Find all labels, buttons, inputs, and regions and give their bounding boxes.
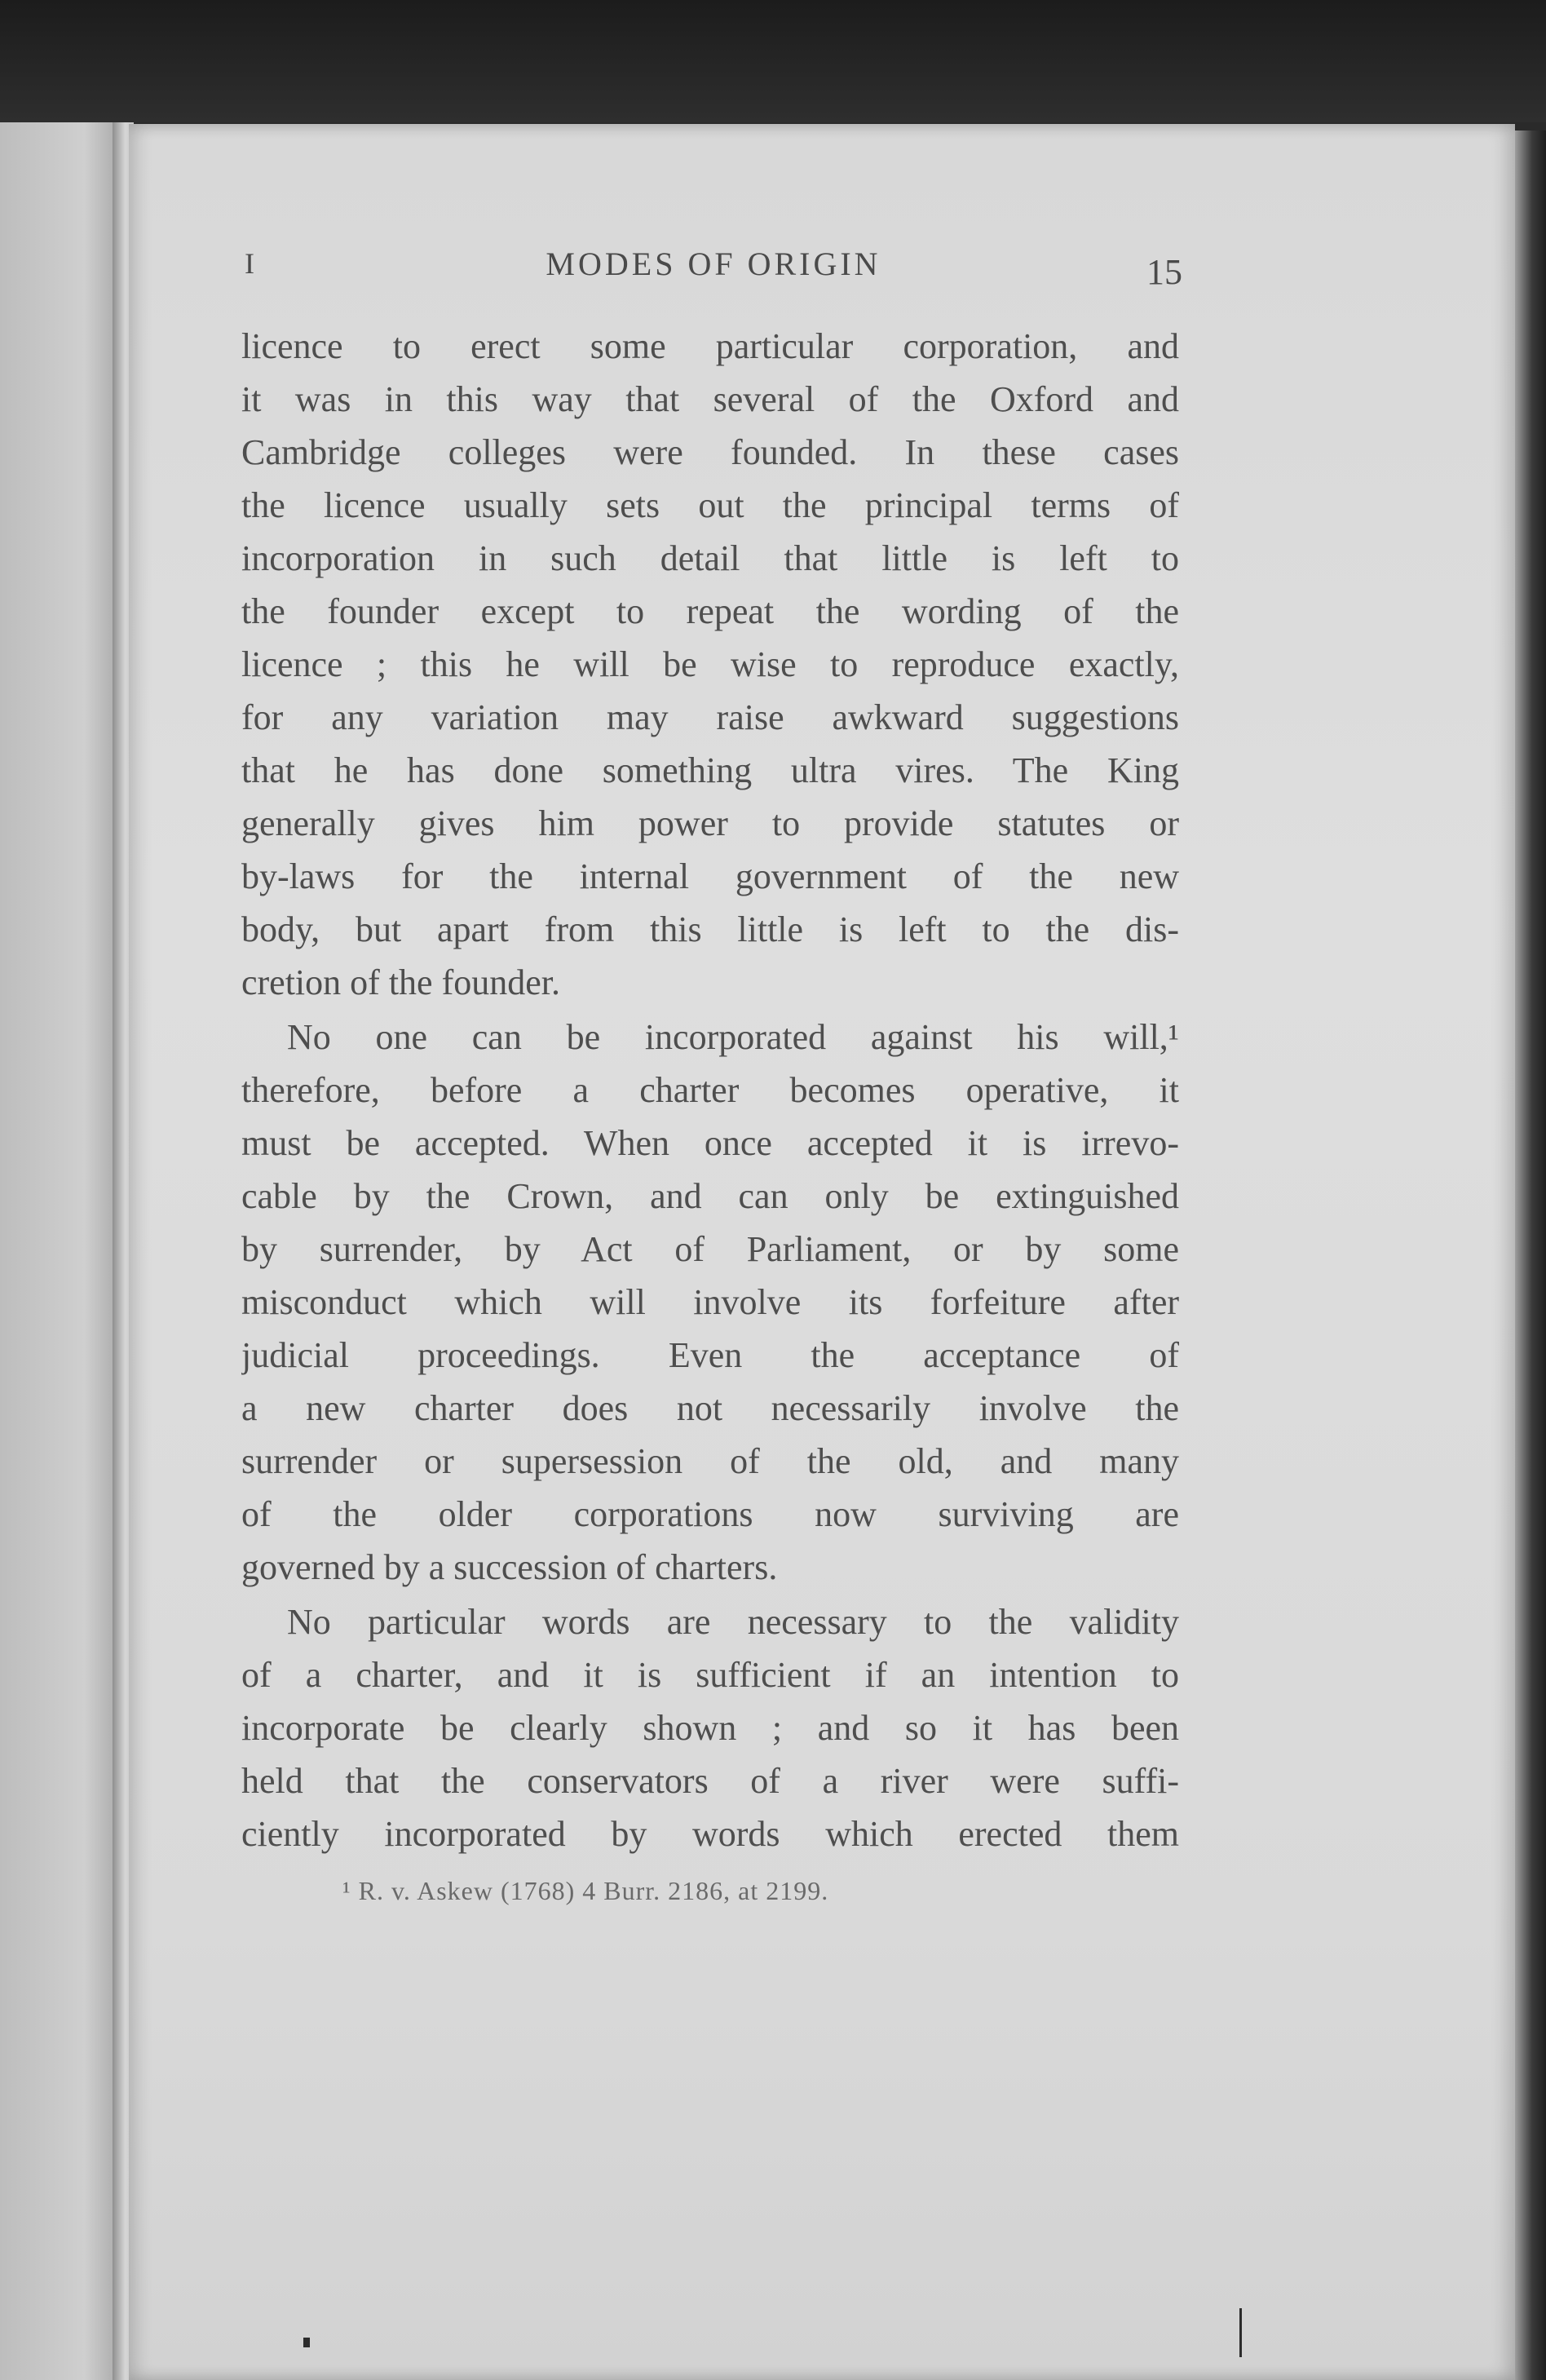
text-line: of the older corporations now surviving are bbox=[241, 1494, 1179, 1534]
text-line: by-laws for the internal government of the new bbox=[241, 856, 1179, 896]
facing-page-edge bbox=[0, 122, 121, 2380]
text-line: incorporate be clearly shown ; and so it has been bbox=[241, 1708, 1179, 1748]
footnote: ¹ R. v. Askew (1768) 4 Burr. 2186, at 2199. bbox=[342, 1876, 829, 1905]
text-line: cretion of the founder. bbox=[241, 962, 560, 1002]
text-line: generally gives him power to provide statutes or bbox=[241, 803, 1179, 843]
text-line: Cambridge colleges were founded. In these cases bbox=[241, 432, 1179, 472]
scan-speck bbox=[1239, 2308, 1242, 2357]
running-title: MODES OF ORIGIN bbox=[546, 246, 881, 282]
text-line: a new charter does not necessarily involve the bbox=[241, 1388, 1179, 1428]
text-line: surrender or supersession of the old, and many bbox=[241, 1441, 1179, 1481]
text-line: judicial proceedings. Even the acceptance of bbox=[241, 1335, 1179, 1375]
text-line: that he has done something ultra vires. The King bbox=[241, 750, 1179, 790]
text-line: governed by a succession of charters. bbox=[241, 1547, 778, 1587]
text-line: the founder except to repeat the wording of the bbox=[241, 591, 1179, 631]
text-line: cable by the Crown, and can only be extinguished bbox=[241, 1176, 1179, 1216]
text-line: licence to erect some particular corporation, and bbox=[241, 326, 1179, 366]
text-line: misconduct which will involve its forfeiture after bbox=[241, 1282, 1179, 1322]
body-text bbox=[241, 320, 1179, 1860]
text-line: must be accepted. When once accepted it is irrevo- bbox=[241, 1123, 1179, 1163]
text-line: therefore, before a charter becomes operative, it bbox=[241, 1070, 1179, 1110]
page-number: 15 bbox=[1146, 252, 1182, 292]
scan-background-top bbox=[0, 0, 1546, 122]
text-line: licence ; this he will be wise to reproduce exactly, bbox=[241, 644, 1179, 684]
text-line: body, but apart from this little is left to the dis- bbox=[241, 909, 1179, 949]
text-line: the licence usually sets out the principal terms of bbox=[241, 485, 1179, 525]
paragraph-start: No particular words are necessary to the validity bbox=[287, 1602, 1179, 1642]
running-head bbox=[245, 241, 1182, 290]
text-line: ciently incorporated by words which erected them bbox=[241, 1814, 1179, 1854]
text-line: of a charter, and it is sufficient if an intention to bbox=[241, 1655, 1179, 1695]
text-line: by surrender, by Act of Parliament, or by some bbox=[241, 1229, 1179, 1269]
page-edge-shadow bbox=[1515, 131, 1546, 2380]
text-line: held that the conservators of a river were suffi- bbox=[241, 1761, 1179, 1801]
text-line: it was in this way that several of the Oxford and bbox=[241, 379, 1179, 419]
scan-speck bbox=[303, 2338, 310, 2347]
text-line: incorporation in such detail that little is left to bbox=[241, 538, 1179, 578]
paragraph-start: No one can be incorporated against his will,¹ bbox=[287, 1017, 1179, 1057]
text-line: for any variation may raise awkward suggestions bbox=[241, 697, 1179, 737]
chapter-number: I bbox=[245, 247, 254, 280]
